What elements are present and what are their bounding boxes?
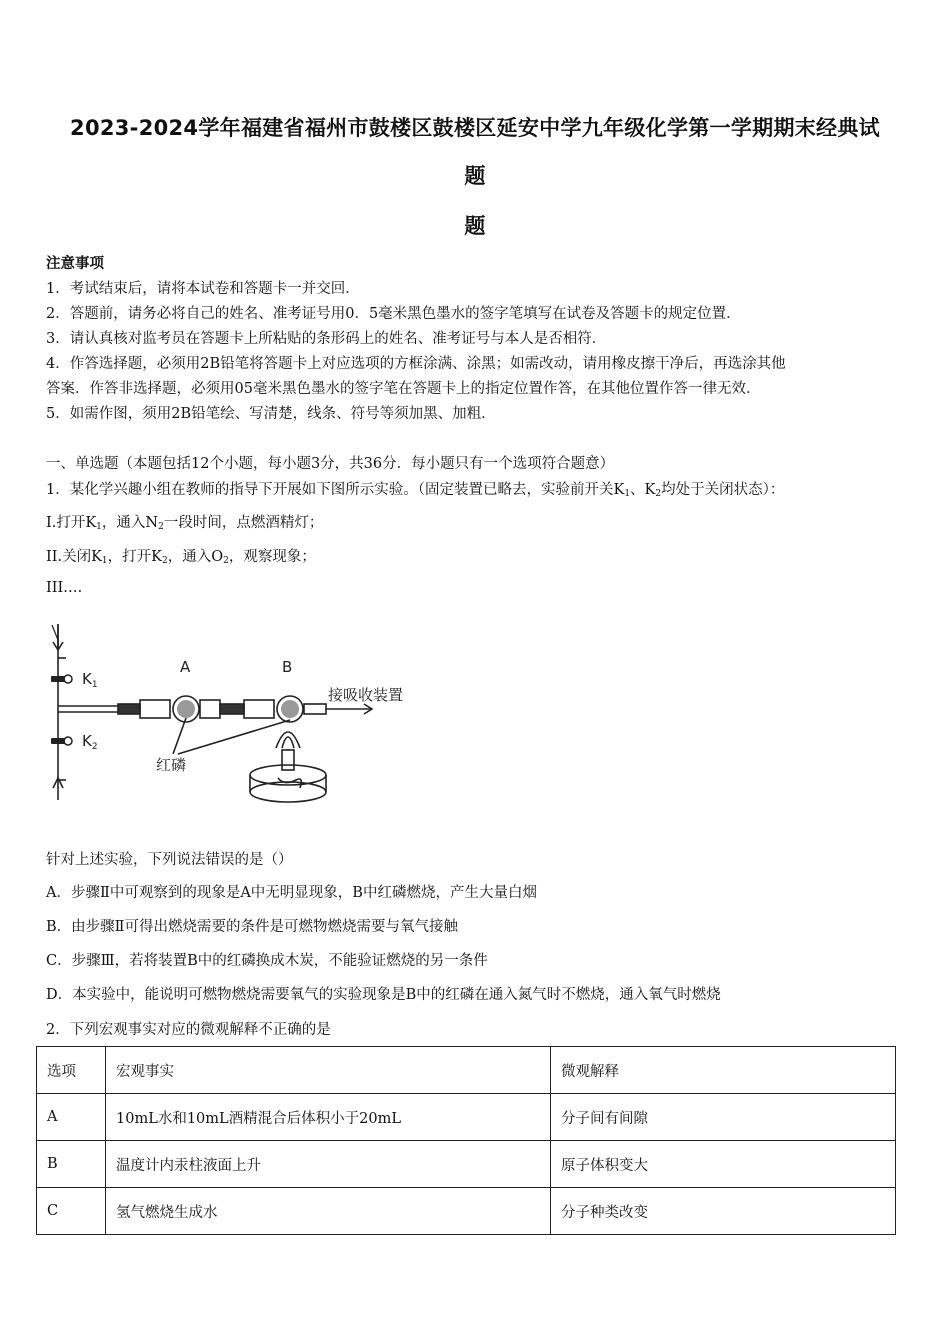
label-a: A — [180, 658, 191, 676]
valve-k2-icon — [51, 738, 65, 744]
table-row — [37, 1141, 896, 1188]
q1-step-1: I.打开$K_1$，通入$N_2$一段时间，点燃酒精灯； — [46, 515, 324, 532]
table-header-row — [37, 1047, 896, 1094]
experiment-apparatus-diagram — [38, 620, 438, 810]
table-cell: C — [37, 1188, 106, 1235]
notice-heading: 注意事项 — [46, 255, 104, 272]
notice-item-4-cont: 答案．作答非选择题，必须用05毫米黑色墨水的签字笔在答题卡上的指定位置作答，在其他位置作答一律无效． — [46, 381, 761, 397]
table-cell: B — [37, 1141, 106, 1188]
q1-step-2: II.关闭$K_1$，打开$K_2$，通入$O_2$，观察现象； — [46, 549, 316, 566]
q1-option-c: C．步骤Ⅲ，若将装置B中的红磷换成木炭，不能验证燃烧的另一条件 — [46, 953, 488, 969]
q2-table — [36, 1046, 896, 1235]
table-cell: 氢气燃烧生成水 — [106, 1188, 551, 1235]
label-red-phosphorus: 红磷 — [156, 756, 187, 774]
table-cell: 分子种类改变 — [551, 1188, 896, 1235]
label-k1: $K_1$ — [82, 670, 98, 690]
table-cell: 温度计内汞柱液面上升 — [106, 1141, 551, 1188]
q1-option-a: A．步骤Ⅱ中可观察到的现象是A中无明显现象，B中红磷燃烧，产生大量白烟 — [46, 885, 537, 901]
valve-k1-icon — [51, 676, 65, 682]
table-header-cell: 选项 — [37, 1047, 106, 1094]
q1-step-3: III…. — [46, 580, 83, 596]
label-receiver: 接吸收装置 — [328, 686, 404, 704]
label-k2: $K_2$ — [82, 732, 98, 752]
notice-item-2: 2．答题前，请务必将自己的姓名、准考证号用0．5毫米黑色墨水的签字笔填写在试卷及答题卡的规定位置． — [46, 306, 741, 322]
table-cell: 分子间有间隙 — [551, 1094, 896, 1141]
notice-item-5: 5．如需作图，须用2B铅笔绘、写清楚，线条、符号等须加黑、加粗． — [46, 406, 496, 422]
table-row — [37, 1094, 896, 1141]
q1-question: 针对上述实验，下列说法错误的是（） — [46, 852, 293, 868]
section-heading: 一、单选题（本题包括12个小题，每小题3分，共36分．每小题只有一个选项符合题意） — [46, 456, 615, 472]
lamp-flame — [276, 732, 300, 748]
table-cell: 原子体积变大 — [551, 1141, 896, 1188]
notice-item-4: 4．作答选择题，必须用2B铅笔将答题卡上对应选项的方框涂满、涂黑；如需改动，请用橡皮擦干净后，再选涂其他 — [46, 356, 786, 372]
table-header-cell: 宏观事实 — [106, 1047, 551, 1094]
q1-option-d: D．本实验中，能说明可燃物燃烧需要氧气的实验现象是B中的红磷在通入氮气时不燃烧，通入氧气时燃烧 — [46, 987, 721, 1003]
label-b: B — [282, 658, 293, 676]
table-header-cell: 微观解释 — [551, 1047, 896, 1094]
q2-stem: 2．下列宏观事实对应的微观解释不正确的是 — [46, 1022, 331, 1038]
exam-title-line-3: 题 — [464, 214, 486, 238]
notice-item-3: 3．请认真核对监考员在答题卡上所粘贴的条形码上的姓名、准考证号与本人是否相符． — [46, 331, 607, 347]
table-cell: A — [37, 1094, 106, 1141]
exam-title-line-1: 2023-2024学年福建省福州市鼓楼区鼓楼区延安中学九年级化学第一学期期末经典试 — [70, 116, 880, 140]
q1-option-b: B．由步骤Ⅱ可得出燃烧需要的条件是可燃物燃烧需要与氧气接触 — [46, 919, 459, 935]
notice-item-1: 1．考试结束后，请将本试卷和答题卡一并交回． — [46, 281, 360, 297]
table-cell: 10mL水和10mL酒精混合后体积小于20mL — [106, 1094, 551, 1141]
q1-stem: 1．某化学兴趣小组在教师的指导下开展如下图所示实验。（固定装置已略去，实验前开关$K_1$、$K_2$均处于关闭状态）： — [46, 482, 785, 499]
exam-title-line-2: 题 — [464, 164, 486, 188]
table-row — [37, 1188, 896, 1235]
